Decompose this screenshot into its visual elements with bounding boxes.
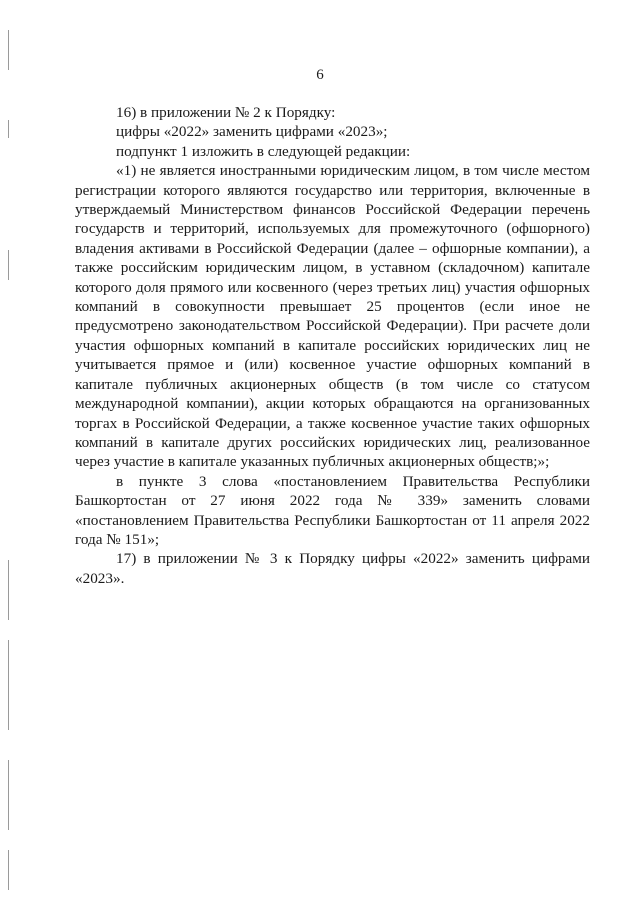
paragraph-digits-replace: цифры «2022» заменить цифрами «2023»; — [116, 123, 388, 141]
paragraph-item-17: 17) в приложении № 3 к Порядку цифры «2022» заменить цифрами «2023». — [75, 550, 590, 587]
paragraph-item-16: 16) в приложении № 2 к Порядку: — [116, 104, 336, 121]
page-number: 6 — [316, 67, 324, 83]
paragraph-subpoint-1-text: «1) не является иностранными юридическим лицом, в том числе местом регистрации которого являются государство или территория, включенные в утверждаемый Министерством финансов Российской Федерации перечень государств и территорий, используемых для промежуточного (офшорного) владения активами в Российской Федерации (далее – офшорные компании), а также российским юридическим лицом, в уставном (складочном) капитале которого доля прямого или косвенного (через третьих лиц) участия офшорных компаний в совокупности превышает 25 процентов (если иное не предусмотрено законодательством Российской Федерации). При расчете доли участия офшорных компаний в капитале российских юридических лиц не учитывается прямое и (или) косвенное участие офшорных компаний в капитале публичных акционерных обществ (в том числе со статусом международной компании), акции которых обращаются на организованных торгах в Российской Федерации, а также косвенное участие таких офшорных компаний в капитале других российских юридических лиц, реализованное через участие в капитале указанных публичных акционерных обществ;»; — [75, 162, 590, 471]
scan-edge-marks — [4, 0, 14, 905]
paragraph-subpoint-intro: подпункт 1 изложить в следующей редакции: — [116, 142, 411, 160]
paragraph-point-3-amendment: в пункте 3 слова «постановлением Правительства Республики Башкортостан от 27 июня 2022 года № 339» заменить словами «постановлением Правительства Республики Башкортостан от 11 апреля 2022 года № 151»; — [75, 472, 590, 548]
document-body — [75, 103, 590, 588]
